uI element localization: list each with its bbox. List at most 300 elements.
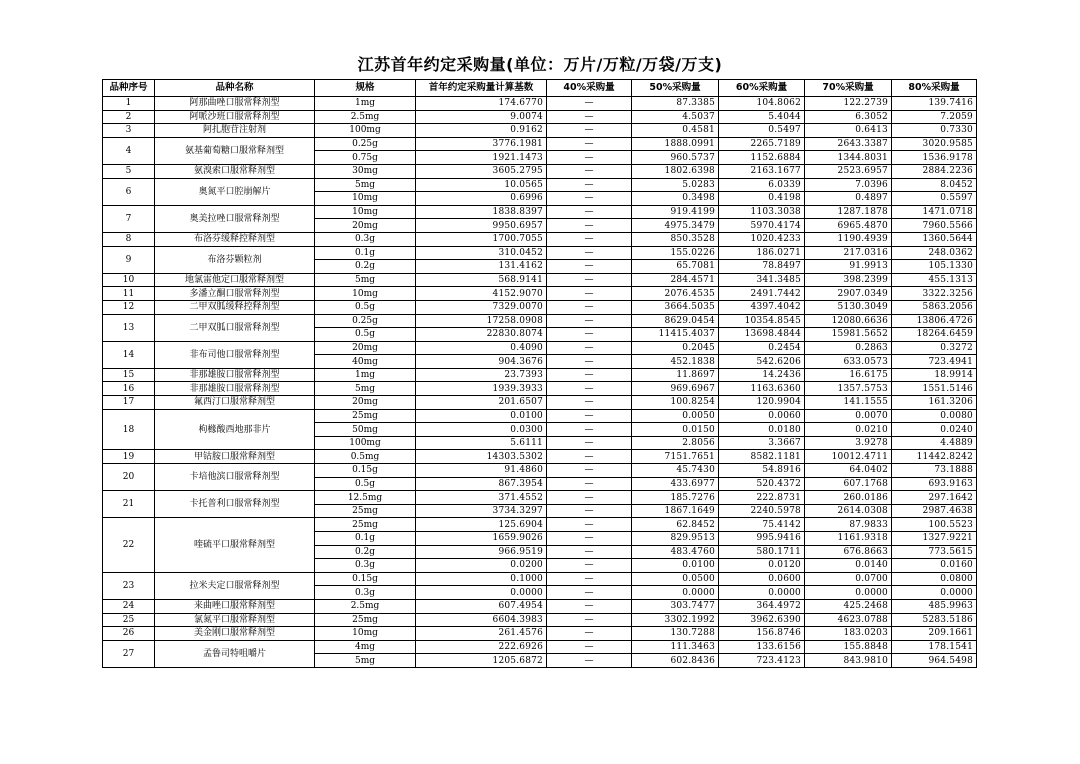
cell-base: 904.3676 bbox=[416, 355, 547, 369]
cell-p70: 0.0000 bbox=[805, 586, 892, 600]
cell-p40: — bbox=[547, 559, 632, 573]
cell-p70: 1344.8031 bbox=[805, 151, 892, 165]
cell-p50: 850.3528 bbox=[632, 232, 719, 246]
cell-p70: 12080.6636 bbox=[805, 314, 892, 328]
table-row bbox=[103, 613, 977, 627]
table-row bbox=[103, 287, 977, 301]
cell-p80: 4.4889 bbox=[892, 436, 977, 450]
cell-spec: 25mg bbox=[315, 504, 416, 518]
column-header-p50: 50%采购量 bbox=[632, 80, 719, 97]
cell-p80: 1536.9178 bbox=[892, 151, 977, 165]
cell-p40: — bbox=[547, 491, 632, 505]
cell-p80: 3322.3256 bbox=[892, 287, 977, 301]
cell-p50: 969.6967 bbox=[632, 382, 719, 396]
cell-spec: 10mg bbox=[315, 205, 416, 219]
table-row bbox=[103, 137, 977, 151]
cell-item-name: 非那雄胺口服常释剂型 bbox=[155, 368, 315, 382]
cell-p60: 104.8062 bbox=[719, 97, 805, 111]
cell-p40: — bbox=[547, 423, 632, 437]
cell-p40: — bbox=[547, 613, 632, 627]
cell-spec: 5mg bbox=[315, 273, 416, 287]
cell-p50: 960.5737 bbox=[632, 151, 719, 165]
cell-base: 607.4954 bbox=[416, 599, 547, 613]
table-row bbox=[103, 178, 977, 192]
cell-p60: 0.5497 bbox=[719, 124, 805, 138]
cell-item-no: 20 bbox=[103, 464, 155, 491]
cell-p80: 5283.5186 bbox=[892, 613, 977, 627]
cell-base: 310.0452 bbox=[416, 246, 547, 260]
cell-base: 7329.0070 bbox=[416, 300, 547, 314]
cell-p80: 0.0080 bbox=[892, 409, 977, 423]
cell-p80: 1471.0718 bbox=[892, 205, 977, 219]
cell-p80: 2884.2236 bbox=[892, 164, 977, 178]
cell-spec: 10mg bbox=[315, 627, 416, 641]
cell-p70: 0.0700 bbox=[805, 572, 892, 586]
cell-base: 261.4576 bbox=[416, 627, 547, 641]
cell-p60: 120.9904 bbox=[719, 396, 805, 410]
cell-item-no: 13 bbox=[103, 314, 155, 341]
cell-item-no: 2 bbox=[103, 110, 155, 124]
cell-p40: — bbox=[547, 545, 632, 559]
cell-item-no: 14 bbox=[103, 341, 155, 368]
cell-item-name: 氨基葡萄糖口服常释剂型 bbox=[155, 137, 315, 164]
cell-p50: 5.0283 bbox=[632, 178, 719, 192]
cell-p40: — bbox=[547, 151, 632, 165]
cell-p80: 2987.4638 bbox=[892, 504, 977, 518]
cell-base: 23.7393 bbox=[416, 368, 547, 382]
table-row bbox=[103, 464, 977, 478]
cell-base: 0.4090 bbox=[416, 341, 547, 355]
cell-p60: 5.4044 bbox=[719, 110, 805, 124]
cell-base: 3605.2795 bbox=[416, 164, 547, 178]
cell-p50: 1867.1649 bbox=[632, 504, 719, 518]
cell-spec: 40mg bbox=[315, 355, 416, 369]
cell-base: 966.9519 bbox=[416, 545, 547, 559]
cell-spec: 25mg bbox=[315, 613, 416, 627]
cell-spec: 0.3g bbox=[315, 586, 416, 600]
cell-base: 3776.1981 bbox=[416, 137, 547, 151]
cell-p60: 1020.4233 bbox=[719, 232, 805, 246]
cell-p70: 1357.5753 bbox=[805, 382, 892, 396]
cell-p80: 105.1330 bbox=[892, 260, 977, 274]
cell-item-no: 24 bbox=[103, 599, 155, 613]
procurement-table bbox=[102, 79, 977, 668]
table-row bbox=[103, 599, 977, 613]
cell-p60: 8582.1181 bbox=[719, 450, 805, 464]
cell-p60: 78.8497 bbox=[719, 260, 805, 274]
cell-p70: 260.0186 bbox=[805, 491, 892, 505]
cell-item-name: 布洛芬颗粒剂 bbox=[155, 246, 315, 273]
cell-p70: 2614.0308 bbox=[805, 504, 892, 518]
cell-p40: — bbox=[547, 164, 632, 178]
cell-p40: — bbox=[547, 504, 632, 518]
cell-p50: 130.7288 bbox=[632, 627, 719, 641]
cell-base: 201.6507 bbox=[416, 396, 547, 410]
cell-p50: 0.0100 bbox=[632, 559, 719, 573]
cell-base: 0.9162 bbox=[416, 124, 547, 138]
cell-base: 1205.6872 bbox=[416, 654, 547, 668]
cell-item-name: 喹硫平口服常释剂型 bbox=[155, 518, 315, 572]
cell-item-name: 卡托普利口服常释剂型 bbox=[155, 491, 315, 518]
cell-p50: 0.4581 bbox=[632, 124, 719, 138]
cell-item-name: 多潘立酮口服常释剂型 bbox=[155, 287, 315, 301]
cell-p50: 65.7081 bbox=[632, 260, 719, 274]
cell-p50: 7151.7651 bbox=[632, 450, 719, 464]
cell-p50: 433.6977 bbox=[632, 477, 719, 491]
cell-p60: 0.0180 bbox=[719, 423, 805, 437]
cell-p70: 10012.4711 bbox=[805, 450, 892, 464]
cell-item-name: 卡培他滨口服常释剂型 bbox=[155, 464, 315, 491]
cell-spec: 100mg bbox=[315, 436, 416, 450]
cell-p60: 520.4372 bbox=[719, 477, 805, 491]
cell-p50: 1802.6398 bbox=[632, 164, 719, 178]
table-row bbox=[103, 491, 977, 505]
cell-p40: — bbox=[547, 178, 632, 192]
cell-base: 9.0074 bbox=[416, 110, 547, 124]
cell-item-name: 布洛芬缓释控释剂型 bbox=[155, 232, 315, 246]
cell-p40: — bbox=[547, 464, 632, 478]
cell-p40: — bbox=[547, 532, 632, 546]
column-header-name: 品种名称 bbox=[155, 80, 315, 97]
cell-spec: 20mg bbox=[315, 396, 416, 410]
cell-p50: 0.0050 bbox=[632, 409, 719, 423]
cell-item-name: 非布司他口服常释剂型 bbox=[155, 341, 315, 368]
cell-spec: 2.5mg bbox=[315, 599, 416, 613]
cell-base: 0.0000 bbox=[416, 586, 547, 600]
cell-item-name: 来曲唑口服常释剂型 bbox=[155, 599, 315, 613]
cell-p80: 7.2059 bbox=[892, 110, 977, 124]
cell-p50: 0.0000 bbox=[632, 586, 719, 600]
cell-p70: 0.2863 bbox=[805, 341, 892, 355]
cell-base: 10.0565 bbox=[416, 178, 547, 192]
cell-p70: 1287.1878 bbox=[805, 205, 892, 219]
cell-item-name: 阿哌沙班口服常释剂型 bbox=[155, 110, 315, 124]
cell-p80: 18264.6459 bbox=[892, 328, 977, 342]
cell-spec: 0.15g bbox=[315, 464, 416, 478]
cell-base: 867.3954 bbox=[416, 477, 547, 491]
cell-spec: 0.2g bbox=[315, 260, 416, 274]
cell-p70: 64.0402 bbox=[805, 464, 892, 478]
cell-p50: 452.1838 bbox=[632, 355, 719, 369]
cell-spec: 12.5mg bbox=[315, 491, 416, 505]
cell-p80: 161.3206 bbox=[892, 396, 977, 410]
cell-base: 125.6904 bbox=[416, 518, 547, 532]
cell-p50: 3664.5035 bbox=[632, 300, 719, 314]
cell-item-name: 美金刚口服常释剂型 bbox=[155, 627, 315, 641]
cell-p40: — bbox=[547, 586, 632, 600]
cell-p60: 133.6156 bbox=[719, 640, 805, 654]
cell-p60: 222.8731 bbox=[719, 491, 805, 505]
cell-base: 371.4552 bbox=[416, 491, 547, 505]
cell-p60: 13698.4844 bbox=[719, 328, 805, 342]
cell-p50: 45.7430 bbox=[632, 464, 719, 478]
cell-p80: 139.7416 bbox=[892, 97, 977, 111]
cell-spec: 10mg bbox=[315, 287, 416, 301]
cell-spec: 0.3g bbox=[315, 232, 416, 246]
cell-p40: — bbox=[547, 328, 632, 342]
cell-p70: 1190.4939 bbox=[805, 232, 892, 246]
column-header-p70: 70%采购量 bbox=[805, 80, 892, 97]
cell-spec: 1mg bbox=[315, 368, 416, 382]
table-header-row bbox=[103, 80, 977, 97]
table-row bbox=[103, 110, 977, 124]
cell-p60: 1163.6360 bbox=[719, 382, 805, 396]
cell-spec: 5mg bbox=[315, 382, 416, 396]
cell-base: 1700.7055 bbox=[416, 232, 547, 246]
column-header-p40: 40%采购量 bbox=[547, 80, 632, 97]
cell-base: 6604.3983 bbox=[416, 613, 547, 627]
cell-item-no: 16 bbox=[103, 382, 155, 396]
cell-p60: 54.8916 bbox=[719, 464, 805, 478]
cell-p80: 455.1313 bbox=[892, 273, 977, 287]
cell-p60: 14.2436 bbox=[719, 368, 805, 382]
cell-p80: 0.0000 bbox=[892, 586, 977, 600]
cell-p60: 0.4198 bbox=[719, 192, 805, 206]
cell-item-name: 甲钴胺口服常释剂型 bbox=[155, 450, 315, 464]
cell-p70: 0.0140 bbox=[805, 559, 892, 573]
cell-p40: — bbox=[547, 287, 632, 301]
cell-spec: 0.75g bbox=[315, 151, 416, 165]
cell-spec: 30mg bbox=[315, 164, 416, 178]
cell-spec: 0.5g bbox=[315, 300, 416, 314]
cell-spec: 0.5mg bbox=[315, 450, 416, 464]
cell-p40: — bbox=[547, 368, 632, 382]
cell-base: 1939.3933 bbox=[416, 382, 547, 396]
cell-p40: — bbox=[547, 654, 632, 668]
cell-p50: 602.8436 bbox=[632, 654, 719, 668]
cell-item-name: 孟鲁司特咀嚼片 bbox=[155, 640, 315, 667]
cell-p70: 91.9913 bbox=[805, 260, 892, 274]
table-row bbox=[103, 164, 977, 178]
cell-p50: 62.8452 bbox=[632, 518, 719, 532]
cell-p40: — bbox=[547, 137, 632, 151]
cell-base: 1921.1473 bbox=[416, 151, 547, 165]
cell-p60: 1152.6884 bbox=[719, 151, 805, 165]
table-row bbox=[103, 246, 977, 260]
cell-p60: 341.3485 bbox=[719, 273, 805, 287]
cell-p50: 87.3385 bbox=[632, 97, 719, 111]
cell-p70: 6.3052 bbox=[805, 110, 892, 124]
cell-p40: — bbox=[547, 97, 632, 111]
cell-p40: — bbox=[547, 246, 632, 260]
cell-item-no: 25 bbox=[103, 613, 155, 627]
cell-p40: — bbox=[547, 219, 632, 233]
table-row bbox=[103, 450, 977, 464]
cell-p70: 0.0070 bbox=[805, 409, 892, 423]
cell-p40: — bbox=[547, 314, 632, 328]
cell-p70: 2523.6957 bbox=[805, 164, 892, 178]
cell-p60: 1103.3038 bbox=[719, 205, 805, 219]
cell-base: 1659.9026 bbox=[416, 532, 547, 546]
cell-p80: 964.5498 bbox=[892, 654, 977, 668]
cell-item-no: 18 bbox=[103, 409, 155, 450]
cell-p80: 100.5523 bbox=[892, 518, 977, 532]
cell-p80: 723.4941 bbox=[892, 355, 977, 369]
cell-item-no: 22 bbox=[103, 518, 155, 572]
cell-p60: 2240.5978 bbox=[719, 504, 805, 518]
cell-p80: 1360.5644 bbox=[892, 232, 977, 246]
cell-p40: — bbox=[547, 260, 632, 274]
cell-p50: 0.0500 bbox=[632, 572, 719, 586]
table-row bbox=[103, 627, 977, 641]
cell-p70: 0.0210 bbox=[805, 423, 892, 437]
cell-base: 5.6111 bbox=[416, 436, 547, 450]
cell-p70: 155.8848 bbox=[805, 640, 892, 654]
cell-p50: 4.5037 bbox=[632, 110, 719, 124]
cell-p70: 4623.0788 bbox=[805, 613, 892, 627]
cell-spec: 20mg bbox=[315, 341, 416, 355]
cell-base: 0.1000 bbox=[416, 572, 547, 586]
cell-spec: 0.5g bbox=[315, 477, 416, 491]
document-title: 江苏首年约定采购量(单位：万片/万粒/万袋/万支) bbox=[357, 55, 723, 74]
cell-item-no: 26 bbox=[103, 627, 155, 641]
cell-p80: 7960.5566 bbox=[892, 219, 977, 233]
cell-p70: 141.1555 bbox=[805, 396, 892, 410]
cell-p70: 2907.0349 bbox=[805, 287, 892, 301]
cell-p60: 2163.1677 bbox=[719, 164, 805, 178]
cell-p60: 75.4142 bbox=[719, 518, 805, 532]
cell-p50: 11415.4037 bbox=[632, 328, 719, 342]
cell-p80: 0.7330 bbox=[892, 124, 977, 138]
cell-item-no: 21 bbox=[103, 491, 155, 518]
cell-p50: 0.2045 bbox=[632, 341, 719, 355]
cell-item-name: 氟西汀口服常释剂型 bbox=[155, 396, 315, 410]
cell-p80: 693.9163 bbox=[892, 477, 977, 491]
cell-p60: 0.2454 bbox=[719, 341, 805, 355]
cell-p70: 843.9810 bbox=[805, 654, 892, 668]
cell-p80: 0.0240 bbox=[892, 423, 977, 437]
cell-spec: 0.5g bbox=[315, 328, 416, 342]
cell-base: 131.4162 bbox=[416, 260, 547, 274]
cell-p70: 0.4897 bbox=[805, 192, 892, 206]
table-row bbox=[103, 368, 977, 382]
table-row bbox=[103, 518, 977, 532]
cell-spec: 4mg bbox=[315, 640, 416, 654]
cell-p40: — bbox=[547, 124, 632, 138]
cell-p70: 6965.4870 bbox=[805, 219, 892, 233]
cell-p60: 364.4972 bbox=[719, 599, 805, 613]
cell-p80: 1551.5146 bbox=[892, 382, 977, 396]
cell-p50: 0.3498 bbox=[632, 192, 719, 206]
cell-spec: 0.2g bbox=[315, 545, 416, 559]
cell-p80: 1327.9221 bbox=[892, 532, 977, 546]
cell-item-no: 27 bbox=[103, 640, 155, 667]
cell-p40: — bbox=[547, 205, 632, 219]
cell-p70: 183.0203 bbox=[805, 627, 892, 641]
cell-item-no: 12 bbox=[103, 300, 155, 314]
cell-p60: 0.0060 bbox=[719, 409, 805, 423]
cell-base: 22830.8074 bbox=[416, 328, 547, 342]
cell-p80: 0.3272 bbox=[892, 341, 977, 355]
cell-p70: 607.1768 bbox=[805, 477, 892, 491]
cell-p70: 1161.9318 bbox=[805, 532, 892, 546]
cell-spec: 50mg bbox=[315, 423, 416, 437]
cell-p80: 0.0800 bbox=[892, 572, 977, 586]
cell-p70: 633.0573 bbox=[805, 355, 892, 369]
cell-p70: 217.0316 bbox=[805, 246, 892, 260]
cell-item-no: 8 bbox=[103, 232, 155, 246]
cell-p40: — bbox=[547, 409, 632, 423]
cell-base: 14303.5302 bbox=[416, 450, 547, 464]
cell-spec: 1mg bbox=[315, 97, 416, 111]
column-header-p60: 60%采购量 bbox=[719, 80, 805, 97]
cell-p80: 178.1541 bbox=[892, 640, 977, 654]
cell-item-name: 枸橼酸西地那非片 bbox=[155, 409, 315, 450]
cell-p70: 122.2739 bbox=[805, 97, 892, 111]
table-body bbox=[103, 97, 977, 668]
table-row bbox=[103, 314, 977, 328]
cell-base: 174.6770 bbox=[416, 97, 547, 111]
cell-item-no: 11 bbox=[103, 287, 155, 301]
table-row bbox=[103, 409, 977, 423]
cell-p50: 483.4760 bbox=[632, 545, 719, 559]
cell-item-no: 17 bbox=[103, 396, 155, 410]
cell-base: 0.6996 bbox=[416, 192, 547, 206]
table-row bbox=[103, 124, 977, 138]
cell-p60: 0.0120 bbox=[719, 559, 805, 573]
cell-p80: 13806.4726 bbox=[892, 314, 977, 328]
cell-item-name: 二甲双胍口服常释剂型 bbox=[155, 314, 315, 341]
cell-spec: 0.25g bbox=[315, 314, 416, 328]
cell-p40: — bbox=[547, 477, 632, 491]
cell-spec: 10mg bbox=[315, 192, 416, 206]
cell-p40: — bbox=[547, 300, 632, 314]
cell-item-name: 奥氮平口腔崩解片 bbox=[155, 178, 315, 205]
cell-p80: 3020.9585 bbox=[892, 137, 977, 151]
cell-spec: 0.25g bbox=[315, 137, 416, 151]
cell-p80: 248.0362 bbox=[892, 246, 977, 260]
cell-item-name: 阿那曲唑口服常释剂型 bbox=[155, 97, 315, 111]
table-row bbox=[103, 341, 977, 355]
cell-p50: 100.8254 bbox=[632, 396, 719, 410]
cell-p80: 297.1642 bbox=[892, 491, 977, 505]
cell-item-no: 1 bbox=[103, 97, 155, 111]
cell-p60: 0.0000 bbox=[719, 586, 805, 600]
cell-spec: 5mg bbox=[315, 178, 416, 192]
cell-spec: 2.5mg bbox=[315, 110, 416, 124]
cell-p60: 3962.6390 bbox=[719, 613, 805, 627]
cell-spec: 0.15g bbox=[315, 572, 416, 586]
cell-spec: 25mg bbox=[315, 518, 416, 532]
cell-p80: 0.5597 bbox=[892, 192, 977, 206]
cell-p40: — bbox=[547, 572, 632, 586]
cell-p50: 303.7477 bbox=[632, 599, 719, 613]
cell-p50: 111.3463 bbox=[632, 640, 719, 654]
cell-p70: 3.9278 bbox=[805, 436, 892, 450]
cell-base: 9950.6957 bbox=[416, 219, 547, 233]
cell-p50: 155.0226 bbox=[632, 246, 719, 260]
column-header-no: 品种序号 bbox=[103, 80, 155, 97]
cell-p70: 5130.3049 bbox=[805, 300, 892, 314]
cell-item-name: 地氯雷他定口服常释剂型 bbox=[155, 273, 315, 287]
cell-p40: — bbox=[547, 273, 632, 287]
cell-item-no: 3 bbox=[103, 124, 155, 138]
table-row bbox=[103, 205, 977, 219]
cell-base: 0.0100 bbox=[416, 409, 547, 423]
cell-p60: 580.1711 bbox=[719, 545, 805, 559]
cell-p50: 3302.1992 bbox=[632, 613, 719, 627]
cell-spec: 100mg bbox=[315, 124, 416, 138]
cell-p60: 6.0339 bbox=[719, 178, 805, 192]
cell-p50: 185.7276 bbox=[632, 491, 719, 505]
cell-p50: 2.8056 bbox=[632, 436, 719, 450]
cell-p50: 829.9513 bbox=[632, 532, 719, 546]
column-header-p80: 80%采购量 bbox=[892, 80, 977, 97]
cell-p70: 16.6175 bbox=[805, 368, 892, 382]
cell-item-no: 15 bbox=[103, 368, 155, 382]
cell-item-name: 奥美拉唑口服常释剂型 bbox=[155, 205, 315, 232]
cell-spec: 20mg bbox=[315, 219, 416, 233]
